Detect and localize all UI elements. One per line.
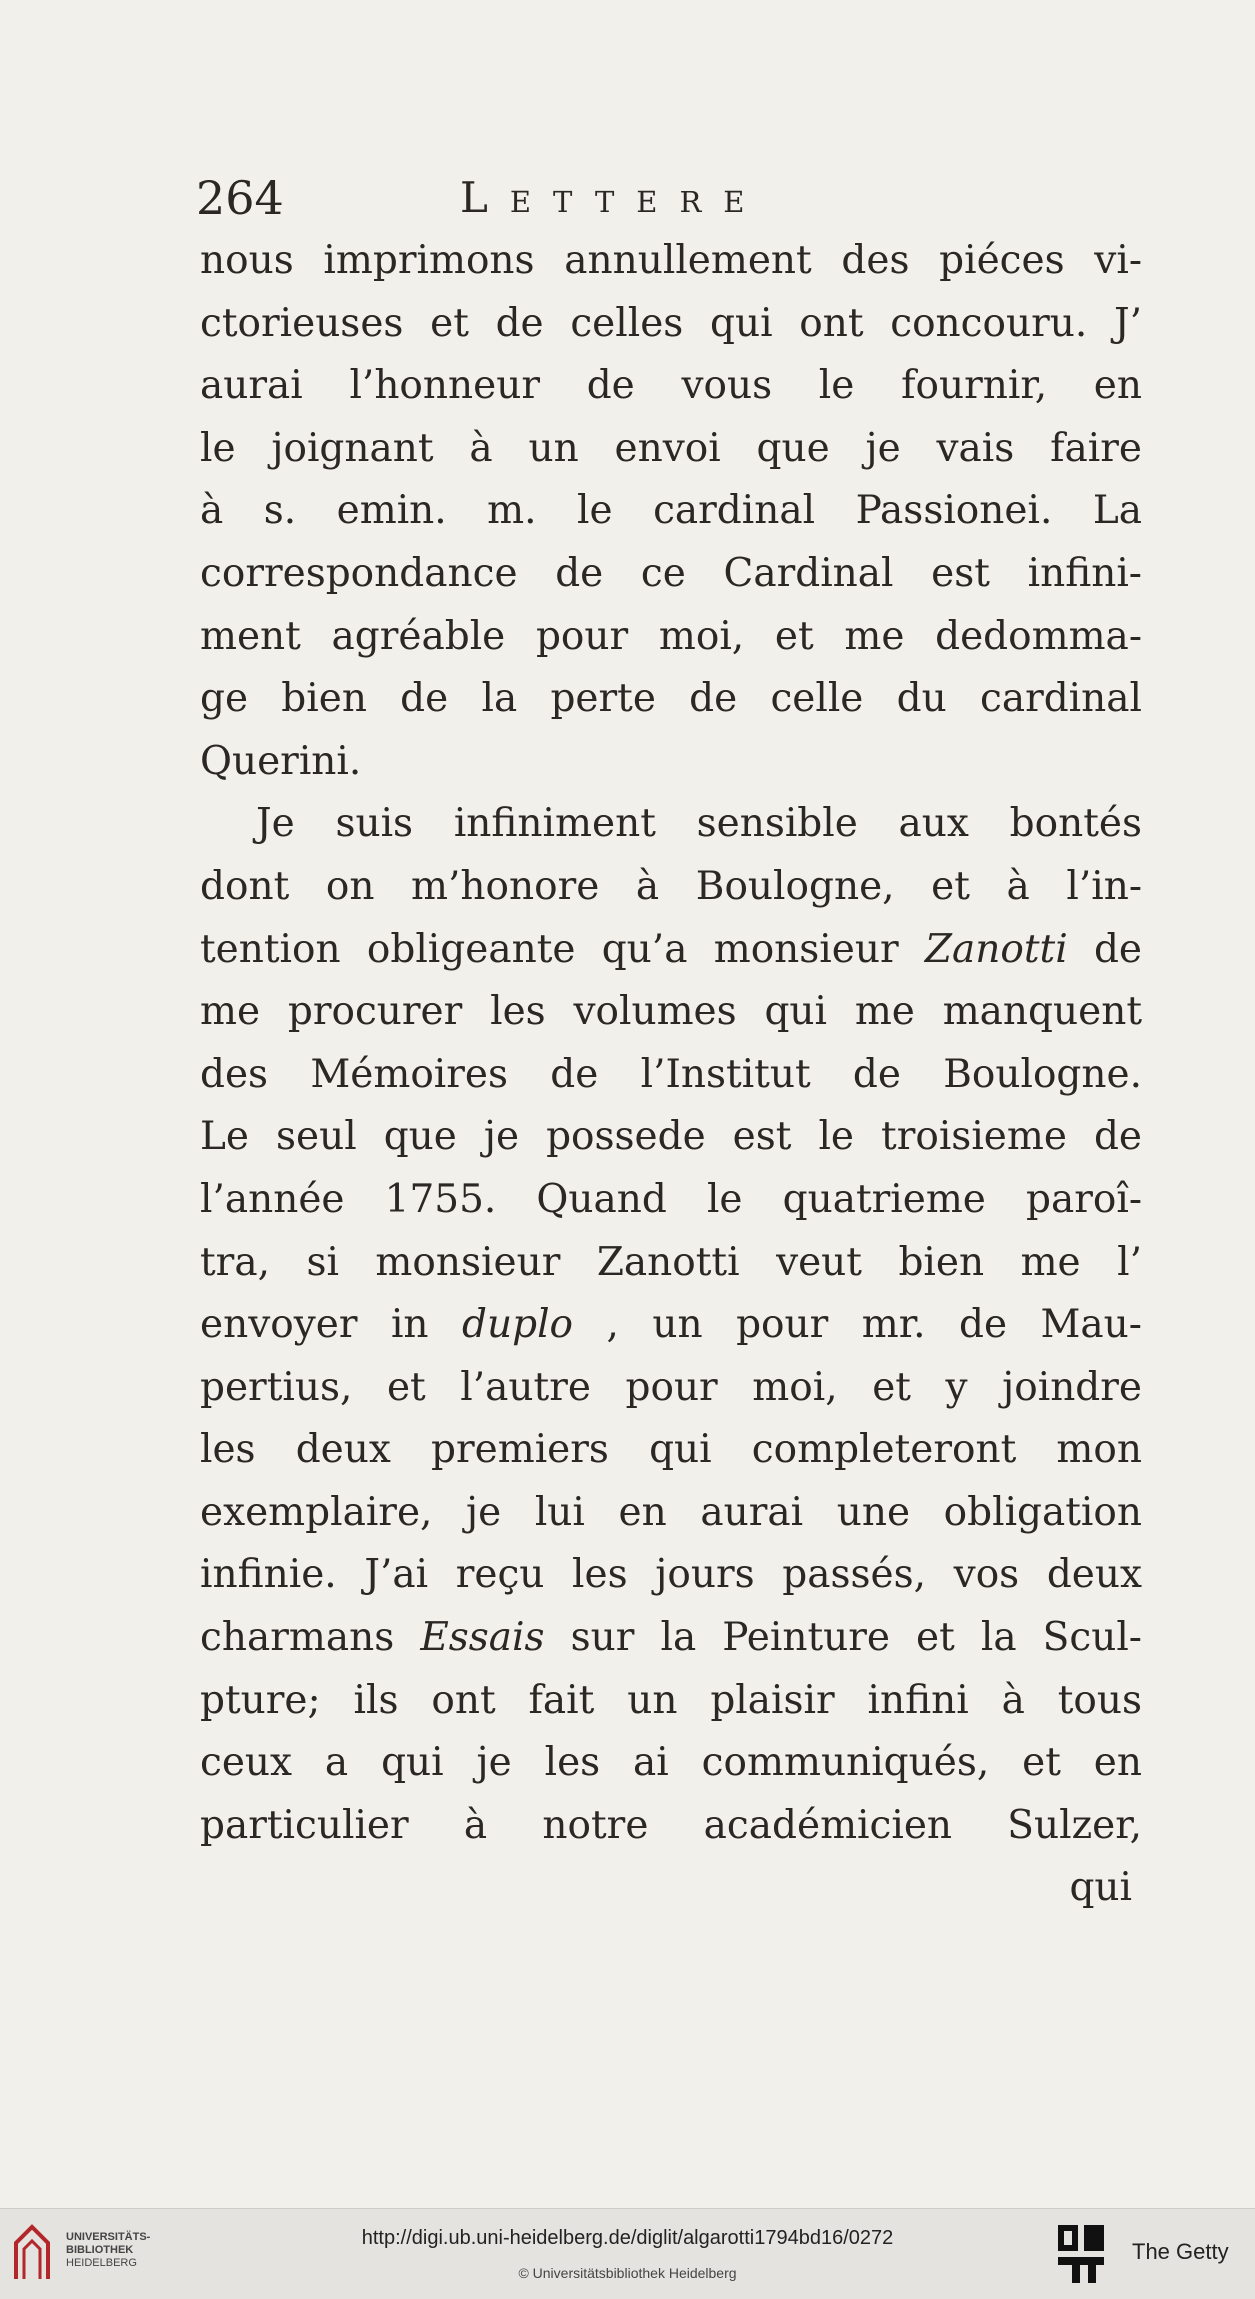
text-line: des Mémoires de l’Institut de Boulogne. [200,1051,1142,1097]
catchword: qui [1069,1865,1132,1911]
text-line: me procurer les volumes qui me manquent [200,989,1142,1035]
text-line: Querini. [200,738,362,784]
text-segment: envoyer in [200,1302,429,1348]
running-title: Lettere [460,173,767,222]
italic-name: Zanotti [924,926,1068,972]
italic-term: duplo [462,1302,574,1348]
text-line: pertius, et l’autre pour moi, et y joindre [200,1364,1142,1410]
text-segment: sur la Peinture et la Scul- [570,1615,1142,1661]
text-line: particulier à notre académicien Sulzer, [200,1802,1142,1848]
text-line: correspondance de ce Cardinal est infini- [200,550,1142,596]
text-line: tra, si monsieur Zanotti veut bien me l’ [200,1239,1142,1285]
page-number: 264 [196,171,284,225]
text-segment: tention obligeante qu’a monsieur [200,926,899,972]
text-line: ctorieuses et de celles qui ont concouru. J’ [200,300,1142,346]
text-line: aurai l’honneur de vous le fournir, en [200,363,1142,409]
text-line: Je suis infiniment sensible aux bontés [256,801,1142,847]
text-segment: charmans [200,1615,395,1661]
viewer-footer [0,2208,1255,2299]
text-line: dont on m’honore à Boulogne, et à l’in- [200,863,1142,909]
getty-logo-icon [1054,2221,1110,2287]
italic-title: Essais [420,1615,545,1661]
text-line: ment agréable pour moi, et me dedomma- [200,613,1142,659]
text-segment: , un pour mr. de Mau- [606,1302,1142,1348]
text-line: à s. emin. m. le cardinal Passionei. La [200,488,1142,534]
library-name-line: BIBLIOTHEK [66,2244,134,2256]
page-header [196,168,1076,228]
text-line: Le seul que je possede est le troisieme de [200,1114,1142,1160]
text-line: ge bien de la perte de celle du cardinal [200,676,1142,722]
text-segment: de [1093,926,1142,972]
partner-name: The Getty [1132,2239,1229,2264]
permalink-url[interactable]: http://digi.ub.uni-heidelberg.de/diglit/algarotti1794bd16/0272 [361,2227,894,2249]
copyright-notice: © Universitätsbibliothek Heidelberg [518,2265,737,2281]
text-line: exemplaire, je lui en aurai une obligation [200,1489,1142,1535]
text-line [200,919,1142,982]
text-line: les deux premiers qui completeront mon [200,1427,1142,1473]
text-line: infinie. J’ai reçu les jours passés, vos deux [200,1552,1142,1598]
text-line: l’année 1755. Quand le quatrieme paroî- [200,1176,1142,1222]
library-name-line: UNIVERSITÄTS- [66,2231,151,2243]
text-line [200,1607,1142,1670]
text-line: nous imprimons annullement des piéces vi- [200,238,1142,283]
text-line: pture; ils ont fait un plaisir infini à tous [200,1677,1142,1723]
text-line: le joignant à un envoi que je vais faire [200,425,1142,471]
text-line: ceux a qui je les ai communiqués, et en [200,1740,1142,1786]
library-name-line: HEIDELBERG [66,2257,137,2269]
text-line [200,1294,1142,1357]
letter-text [200,230,1142,1920]
